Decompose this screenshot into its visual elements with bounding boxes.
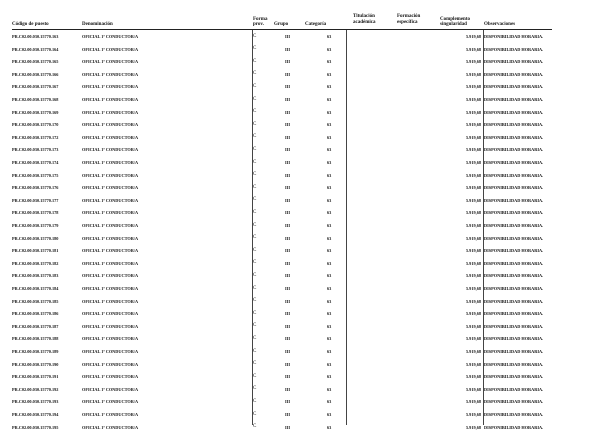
table-row [0,409,615,417]
cell-forma-prov: C [253,209,257,215]
cell-codigo: PR.C02.00.030.15770.168 [12,97,59,102]
cell-observaciones: DISPONIBILIDAD HORARIA. [484,323,544,329]
cell-grupo: III [285,122,291,128]
table-row [0,207,615,215]
cell-grupo: III [285,109,291,115]
cell-forma-prov: C [253,335,257,341]
cell-categoria: 63 [327,298,332,304]
cell-codigo: PR.C02.00.030.15770.191 [12,374,59,380]
cell-observaciones: DISPONIBILIDAD HORARIA. [484,147,544,153]
table-row [0,333,615,341]
cell-codigo: PR.C02.00.030.15770.165 [12,59,59,65]
table-row [0,233,615,241]
cell-denominacion: OFICIAL 1ª CONDUCTOR/A [82,323,139,329]
cell-denominacion: OFICIAL 1ª CONDUCTOR/A [82,412,139,417]
table-row [0,119,615,127]
cell-forma-prov: C [253,71,257,77]
table-row [0,245,615,253]
table-row [0,56,615,64]
header-formacion-line2: específica [397,19,418,25]
cell-forma-prov: C [253,46,257,52]
cell-grupo: III [285,160,291,165]
cell-categoria: 63 [327,235,332,241]
cell-categoria: 63 [327,147,332,153]
cell-denominacion: OFICIAL 1ª CONDUCTOR/A [82,248,139,254]
cell-forma-prov: C [253,348,257,354]
cell-complemento: 5.919,68 [465,185,481,191]
cell-observaciones: DISPONIBILIDAD HORARIA. [484,210,544,216]
cell-categoria: 63 [327,84,332,90]
cell-codigo: PR.C02.00.030.15770.177 [12,197,59,203]
cell-complemento: 5.919,68 [465,260,481,266]
cell-codigo: PR.C02.00.030.15770.189 [12,349,59,354]
cell-categoria: 63 [327,399,332,405]
header-titulacion-line2: académica [353,19,376,25]
cell-denominacion: OFICIAL 1ª CONDUCTOR/A [82,386,139,392]
cell-grupo: III [285,84,291,90]
cell-forma-prov: C [253,58,257,64]
cell-codigo: PR.C02.00.030.15770.183 [12,273,59,279]
table-row [0,371,615,379]
cell-forma-prov: C [253,361,257,367]
cell-codigo: PR.C02.00.030.15770.184 [12,286,59,291]
cell-grupo: III [285,71,291,77]
table-row [0,144,615,152]
cell-forma-prov: C [253,121,257,127]
cell-categoria: 63 [327,185,332,191]
cell-categoria: 63 [327,59,332,65]
cell-forma-prov: C [253,197,257,203]
cell-grupo: III [285,97,291,102]
header-forma-prov-line1: Forma [253,16,268,22]
cell-categoria: 63 [327,374,332,380]
cell-complemento: 5.919,68 [465,349,481,354]
cell-observaciones: DISPONIBILIDAD HORARIA. [484,248,544,254]
table-row [0,296,615,304]
cell-denominacion: OFICIAL 1ª CONDUCTOR/A [82,260,139,266]
cell-observaciones: DISPONIBILIDAD HORARIA. [484,424,544,430]
header-forma-prov-line2: prov. [253,22,264,27]
cell-complemento: 5.919,68 [465,71,481,77]
cell-observaciones: DISPONIBILIDAD HORARIA. [484,172,544,178]
cell-observaciones: DISPONIBILIDAD HORARIA. [484,46,544,52]
header-formacion-line1: Formación [397,14,421,19]
cell-forma-prov: C [253,260,257,266]
cell-categoria: 63 [327,349,332,354]
header-denominacion: Denominación [82,22,113,27]
cell-denominacion: OFICIAL 1ª CONDUCTOR/A [82,122,139,128]
cell-observaciones: DISPONIBILIDAD HORARIA. [484,223,544,228]
cell-complemento: 5.919,68 [465,134,481,140]
cell-codigo: PR.C02.00.030.15770.179 [12,223,59,228]
cell-grupo: III [285,273,291,279]
cell-denominacion: OFICIAL 1ª CONDUCTOR/A [82,273,139,279]
cell-complemento: 5.919,68 [465,84,481,90]
cell-categoria: 63 [327,46,332,52]
cell-observaciones: DISPONIBILIDAD HORARIA. [484,361,544,367]
cell-forma-prov: C [253,134,257,140]
cell-forma-prov: C [253,398,257,404]
cell-denominacion: OFICIAL 1ª CONDUCTOR/A [82,172,139,178]
table-row [0,81,615,89]
cell-grupo: III [285,361,291,367]
cell-forma-prov: C [253,424,257,430]
cell-categoria: 63 [327,210,332,216]
cell-denominacion: OFICIAL 1ª CONDUCTOR/A [82,349,139,354]
cell-codigo: PR.C02.00.030.15770.193 [12,399,59,405]
cell-grupo: III [285,424,291,430]
cell-denominacion: OFICIAL 1ª CONDUCTOR/A [82,235,139,241]
header-codigo: Código de puesto [12,22,49,27]
cell-grupo: III [285,134,291,140]
cell-forma-prov: C [253,386,257,392]
cell-forma-prov: C [253,298,257,304]
cell-complemento: 5.919,68 [465,160,481,165]
cell-codigo: PR.C02.00.030.15770.195 [12,424,59,430]
table-row [0,31,615,39]
cell-grupo: III [285,412,291,417]
cell-grupo: III [285,197,291,203]
cell-complemento: 5.919,68 [465,122,481,128]
cell-observaciones: DISPONIBILIDAD HORARIA. [484,412,544,417]
header-complemento-line1: Complemento [440,16,470,22]
cell-codigo: PR.C02.00.030.15770.175 [12,172,59,178]
cell-codigo: PR.C02.00.030.15770.178 [12,210,59,216]
cell-observaciones: DISPONIBILIDAD HORARIA. [484,286,544,291]
cell-categoria: 63 [327,412,332,417]
cell-forma-prov: C [253,222,257,228]
cell-categoria: 63 [327,160,332,165]
table-row [0,283,615,291]
cell-forma-prov: C [253,411,257,417]
table-row [0,258,615,266]
cell-codigo: PR.C02.00.030.15770.163 [12,34,59,39]
cell-denominacion: OFICIAL 1ª CONDUCTOR/A [82,84,139,90]
table-row [0,132,615,140]
cell-categoria: 63 [327,361,332,367]
table-row [0,308,615,316]
cell-categoria: 63 [327,109,332,115]
cell-codigo: PR.C02.00.030.15770.192 [12,386,59,392]
cell-denominacion: OFICIAL 1ª CONDUCTOR/A [82,109,139,115]
cell-complemento: 5.919,68 [465,336,481,342]
cell-codigo: PR.C02.00.030.15770.174 [12,160,59,165]
cell-categoria: 63 [327,386,332,392]
cell-codigo: PR.C02.00.030.15770.167 [12,84,59,90]
cell-observaciones: DISPONIBILIDAD HORARIA. [484,349,544,354]
cell-complemento: 5.919,68 [465,323,481,329]
table-row [0,94,615,102]
cell-forma-prov: C [253,235,257,241]
table-row [0,182,615,190]
cell-denominacion: OFICIAL 1ª CONDUCTOR/A [82,46,139,52]
cell-observaciones: DISPONIBILIDAD HORARIA. [484,109,544,115]
cell-grupo: III [285,260,291,266]
cell-complemento: 5.919,68 [465,109,481,115]
cell-observaciones: DISPONIBILIDAD HORARIA. [484,59,544,65]
cell-forma-prov: C [253,96,257,102]
cell-denominacion: OFICIAL 1ª CONDUCTOR/A [82,59,139,65]
cell-grupo: III [285,286,291,291]
cell-observaciones: DISPONIBILIDAD HORARIA. [484,336,544,342]
cell-denominacion: OFICIAL 1ª CONDUCTOR/A [82,197,139,203]
cell-denominacion: OFICIAL 1ª CONDUCTOR/A [82,185,139,191]
table-row [0,396,615,404]
cell-complemento: 5.919,68 [465,273,481,279]
cell-codigo: PR.C02.00.030.15770.173 [12,147,59,153]
cell-observaciones: DISPONIBILIDAD HORARIA. [484,386,544,392]
cell-forma-prov: C [253,184,257,190]
cell-complemento: 5.919,68 [465,361,481,367]
cell-observaciones: DISPONIBILIDAD HORARIA. [484,134,544,140]
cell-categoria: 63 [327,273,332,279]
cell-denominacion: OFICIAL 1ª CONDUCTOR/A [82,223,139,228]
cell-forma-prov: C [253,373,257,379]
cell-codigo: PR.C02.00.030.15770.170 [12,122,59,128]
cell-grupo: III [285,298,291,304]
cell-observaciones: DISPONIBILIDAD HORARIA. [484,374,544,380]
cell-forma-prov: C [253,33,257,39]
cell-codigo: PR.C02.00.030.15770.188 [12,336,59,342]
cell-complemento: 5.919,68 [465,235,481,241]
cell-forma-prov: C [253,146,257,152]
cell-grupo: III [285,210,291,216]
cell-grupo: III [285,235,291,241]
cell-forma-prov: C [253,172,257,178]
cell-codigo: PR.C02.00.030.15770.164 [12,46,59,52]
cell-denominacion: OFICIAL 1ª CONDUCTOR/A [82,147,139,153]
cell-grupo: III [285,374,291,380]
cell-observaciones: DISPONIBILIDAD HORARIA. [484,235,544,241]
cell-categoria: 63 [327,336,332,342]
cell-observaciones: DISPONIBILIDAD HORARIA. [484,273,544,279]
cell-observaciones: DISPONIBILIDAD HORARIA. [484,197,544,203]
cell-forma-prov: C [253,109,257,115]
cell-grupo: III [285,386,291,392]
cell-complemento: 5.919,68 [465,34,481,39]
header-complemento-line2: singularidad [440,22,467,27]
cell-categoria: 63 [327,122,332,128]
cell-categoria: 63 [327,311,332,317]
table-row [0,422,615,430]
cell-complemento: 5.919,68 [465,223,481,228]
cell-denominacion: OFICIAL 1ª CONDUCTOR/A [82,71,139,77]
cell-denominacion: OFICIAL 1ª CONDUCTOR/A [82,134,139,140]
cell-forma-prov: C [253,159,257,165]
cell-forma-prov: C [253,247,257,253]
cell-observaciones: DISPONIBILIDAD HORARIA. [484,97,544,102]
cell-categoria: 63 [327,424,332,430]
table-row [0,44,615,52]
cell-categoria: 63 [327,71,332,77]
cell-categoria: 63 [327,286,332,291]
cell-categoria: 63 [327,248,332,254]
table-row [0,107,615,115]
cell-complemento: 5.919,68 [465,286,481,291]
cell-denominacion: OFICIAL 1ª CONDUCTOR/A [82,298,139,304]
table-row [0,69,615,77]
cell-grupo: III [285,323,291,329]
cell-grupo: III [285,172,291,178]
cell-grupo: III [285,248,291,254]
cell-complemento: 5.919,68 [465,399,481,405]
cell-complemento: 5.919,68 [465,210,481,216]
cell-complemento: 5.919,68 [465,197,481,203]
header-titulacion-line1: Titulación [353,14,375,19]
cell-codigo: PR.C02.00.030.15770.181 [12,248,59,254]
cell-codigo: PR.C02.00.030.15770.176 [12,185,59,191]
cell-grupo: III [285,147,291,153]
cell-observaciones: DISPONIBILIDAD HORARIA. [484,311,544,317]
cell-codigo: PR.C02.00.030.15770.166 [12,71,59,77]
cell-codigo: PR.C02.00.030.15770.182 [12,260,59,266]
cell-codigo: PR.C02.00.030.15770.186 [12,311,59,317]
cell-complemento: 5.919,68 [465,59,481,65]
cell-forma-prov: C [253,83,257,89]
cell-grupo: III [285,34,291,39]
cell-denominacion: OFICIAL 1ª CONDUCTOR/A [82,336,139,342]
cell-complemento: 5.919,68 [465,97,481,102]
header-grupo: Grupo [274,22,289,27]
cell-observaciones: DISPONIBILIDAD HORARIA. [484,34,544,39]
cell-categoria: 63 [327,323,332,329]
cell-grupo: III [285,46,291,52]
cell-observaciones: DISPONIBILIDAD HORARIA. [484,122,544,128]
cell-codigo: PR.C02.00.030.15770.190 [12,361,59,367]
cell-complemento: 5.919,68 [465,386,481,392]
cell-grupo: III [285,399,291,405]
cell-observaciones: DISPONIBILIDAD HORARIA. [484,399,544,405]
cell-denominacion: OFICIAL 1ª CONDUCTOR/A [82,399,139,405]
cell-codigo: PR.C02.00.030.15770.187 [12,323,59,329]
table-row [0,384,615,392]
cell-grupo: III [285,311,291,317]
cell-denominacion: OFICIAL 1ª CONDUCTOR/A [82,374,139,380]
cell-grupo: III [285,336,291,342]
cell-complemento: 5.919,68 [465,374,481,380]
cell-denominacion: OFICIAL 1ª CONDUCTOR/A [82,286,139,291]
cell-codigo: PR.C02.00.030.15770.185 [12,298,59,304]
table-row [0,270,615,278]
cell-complemento: 5.919,68 [465,147,481,153]
cell-codigo: PR.C02.00.030.15770.180 [12,235,59,241]
cell-grupo: III [285,223,291,228]
cell-forma-prov: C [253,272,257,278]
cell-complemento: 5.919,68 [465,172,481,178]
cell-grupo: III [285,59,291,65]
header-rule [12,29,552,30]
cell-observaciones: DISPONIBILIDAD HORARIA. [484,71,544,77]
cell-complemento: 5.919,68 [465,311,481,317]
cell-categoria: 63 [327,34,332,39]
cell-denominacion: OFICIAL 1ª CONDUCTOR/A [82,424,139,430]
cell-complemento: 5.919,68 [465,298,481,304]
cell-observaciones: DISPONIBILIDAD HORARIA. [484,260,544,266]
cell-categoria: 63 [327,134,332,140]
cell-observaciones: DISPONIBILIDAD HORARIA. [484,160,544,165]
cell-categoria: 63 [327,260,332,266]
cell-grupo: III [285,185,291,191]
cell-denominacion: OFICIAL 1ª CONDUCTOR/A [82,361,139,367]
cell-complemento: 5.919,68 [465,46,481,52]
cell-categoria: 63 [327,197,332,203]
cell-denominacion: OFICIAL 1ª CONDUCTOR/A [82,160,139,165]
cell-forma-prov: C [253,285,257,291]
cell-denominacion: OFICIAL 1ª CONDUCTOR/A [82,210,139,216]
table-row [0,157,615,165]
cell-denominacion: OFICIAL 1ª CONDUCTOR/A [82,97,139,102]
cell-observaciones: DISPONIBILIDAD HORARIA. [484,84,544,90]
header-categoria: Categoría [305,22,327,27]
cell-grupo: III [285,349,291,354]
table-row [0,170,615,178]
table-row [0,359,615,367]
cell-observaciones: DISPONIBILIDAD HORARIA. [484,185,544,191]
cell-complemento: 5.919,68 [465,424,481,430]
cell-forma-prov: C [253,323,257,329]
cell-categoria: 63 [327,172,332,178]
cell-complemento: 5.919,68 [465,412,481,417]
cell-forma-prov: C [253,310,257,316]
cell-codigo: PR.C02.00.030.15770.169 [12,109,59,115]
header-observaciones: Observaciones [484,22,516,27]
cell-categoria: 63 [327,223,332,228]
cell-codigo: PR.C02.00.030.15770.194 [12,412,59,417]
table-row [0,321,615,329]
cell-complemento: 5.919,68 [465,248,481,254]
cell-observaciones: DISPONIBILIDAD HORARIA. [484,298,544,304]
table-row [0,220,615,228]
cell-categoria: 63 [327,97,332,102]
table-row [0,346,615,354]
cell-denominacion: OFICIAL 1ª CONDUCTOR/A [82,34,139,39]
cell-codigo: PR.C02.00.030.15770.172 [12,134,59,140]
cell-denominacion: OFICIAL 1ª CONDUCTOR/A [82,311,139,317]
table-row [0,195,615,203]
